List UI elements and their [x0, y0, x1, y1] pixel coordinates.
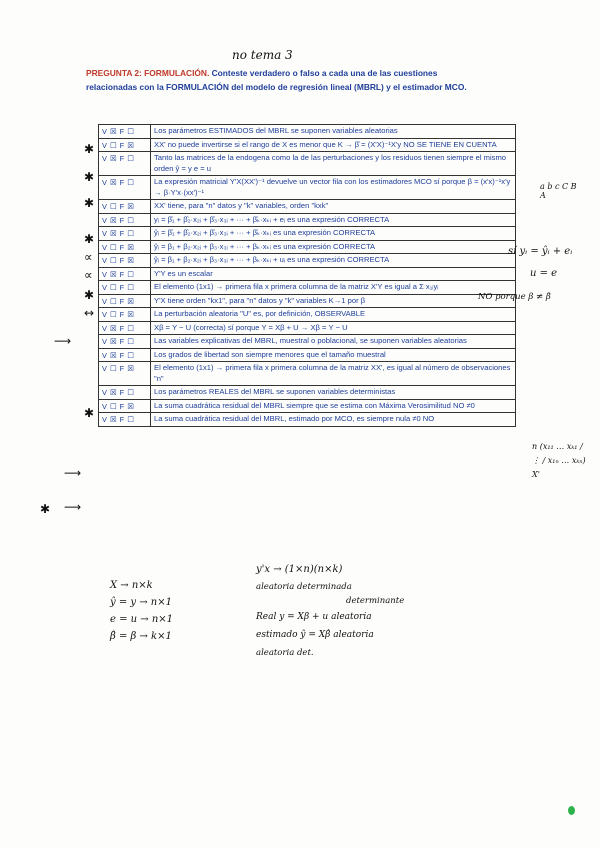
statement-text: ŷᵢ = β₁ + β₂·x₂ᵢ + β₃·x₃ᵢ + ··· + βₖ·xₖᵢ es una expresión CORRECTA [151, 240, 516, 254]
note-line: aleatoria det. [256, 648, 314, 658]
statement-row [99, 152, 516, 176]
statement-text: Las variables explicativas del MBRL, muestral o poblacional, se suponen variables aleatorias [151, 335, 516, 349]
star-mark: ✱ [84, 406, 95, 420]
statement-text: Los parámetros REALES del MBRL se suponen variables deterministas [151, 386, 516, 400]
true-false-checkboxes[interactable]: V ☐ F ☒ [99, 399, 151, 413]
margin-note: a b c C B A [540, 182, 577, 200]
statement-text: Y'X tiene orden "kx1", para "n" datos y "k" variables K→1 por β [151, 294, 516, 308]
statement-text: Xβ = Y − U (correcta) sí porque Y = Xβ + U → Xβ = Y − U [151, 321, 516, 335]
true-false-checkboxes[interactable]: V ☒ F ☐ [99, 176, 151, 200]
margin-note: sí yᵢ = ŷᵢ + eᵢ [508, 246, 573, 257]
star-mark: ✱ [84, 170, 95, 184]
true-false-checkboxes[interactable]: V ☐ F ☒ [99, 240, 151, 254]
statement-text: XX' tiene, para "n" datos y "k" variables, orden "kxk" [151, 200, 516, 214]
statement-row [99, 240, 516, 254]
statement-text: Los parámetros ESTIMADOS del MBRL se suponen variables aleatorias [151, 125, 516, 139]
below-table-note: y'x → (1×n)(n×k) [256, 564, 343, 575]
question-header [86, 66, 526, 94]
arrow-mark: ⟶ [64, 466, 82, 480]
instruction-line-1: Conteste verdadero o falso a cada una de las cuestiones [211, 68, 438, 78]
statement-row [99, 254, 516, 268]
left-notes [110, 580, 173, 642]
star-mark: ✱ [84, 142, 95, 156]
statement-row [99, 176, 516, 200]
true-false-checkboxes[interactable]: V ☒ F ☐ [99, 413, 151, 427]
true-false-checkboxes[interactable]: V ☐ F ☒ [99, 254, 151, 268]
note-line: β̂ = β → k×1 [110, 631, 172, 642]
true-false-checkboxes[interactable]: V ☒ F ☐ [99, 152, 151, 176]
star-mark: ∝ [84, 268, 93, 282]
statement-text: Tanto las matrices de la endogena como la de las perturbaciones y los residuos tienen siempre el mismo orden ŷ = y e = u [151, 152, 516, 176]
statement-row [99, 200, 516, 214]
statement-text: La suma cuadrática residual del MBRL, estimado por MCO, es siempre nula ≠0 NO [151, 413, 516, 427]
margin-note: n (x₁₁ … xₖ₁ / ⋮ / x₁ₙ … xₖₙ) X' [532, 442, 586, 479]
statement-text: La suma cuadrática residual del MBRL siempre que se estima con Máxima Verosimilitud NO ≠0 [151, 399, 516, 413]
arrow-mark: ⟶ [64, 500, 82, 514]
statement-text: El elemento (1x1) → primera fila x primera columna de la matriz XX', es igual al número de observaciones "n" [151, 362, 516, 386]
statement-row [99, 227, 516, 241]
statement-text: yᵢ = β̂₁ + β̂₂·x₂ᵢ + β̂₃·x₃ᵢ + ··· + β̂ₖ·xₖᵢ + eᵢ es una expresión CORRECTA [151, 213, 516, 227]
star-mark: ✱ [84, 232, 95, 246]
true-false-checkboxes[interactable]: V ☒ F ☐ [99, 213, 151, 227]
true-false-checkboxes[interactable]: V ☐ F ☒ [99, 200, 151, 214]
statement-row [99, 386, 516, 400]
statement-row [99, 281, 516, 295]
note-line: determinante [346, 596, 405, 606]
statement-row [99, 348, 516, 362]
right-notes [256, 582, 404, 658]
true-false-checkboxes[interactable]: V ☐ F ☒ [99, 308, 151, 322]
star-mark: ↔ [84, 306, 95, 320]
instruction-line-2: relacionadas con la FORMULACIÓN del modelo de regresión lineal (MBRL) y el estimador MCO. [86, 82, 467, 92]
true-false-checkboxes[interactable]: V ☐ F ☐ [99, 281, 151, 295]
question-label: PREGUNTA 2: FORMULACIÓN. [86, 68, 210, 78]
statement-text: La expresión matricial Y'X(XX')⁻¹ devuelve un vector fila con los estimadores MCO sí porque β = (x'x)⁻¹x'y → β·Y'x·(xx')⁻¹ [151, 176, 516, 200]
true-false-checkboxes[interactable]: V ☐ F ☒ [99, 138, 151, 152]
note-line: e = u → n×1 [110, 614, 174, 625]
statement-row [99, 362, 516, 386]
statement-text: XX' no puede invertirse si el rango de X es menor que K → β̂ = (X'X)⁻¹X'y NO SE TIENE EN CUENTA [151, 138, 516, 152]
note-line: estimado ŷ = Xβ̂ aleatoria [256, 630, 374, 640]
statement-row [99, 321, 516, 335]
true-false-checkboxes[interactable]: V ☒ F ☐ [99, 386, 151, 400]
statement-text: El elemento (1x1) → primera fila x primera columna de la matriz X'Y es igual a Σ x₁ᵢyᵢ [151, 281, 516, 295]
statement-row [99, 125, 516, 139]
note-line: aleatoria determinada [256, 582, 352, 592]
margin-note: NO porque β ≠ β̂ [478, 292, 551, 302]
statement-row [99, 399, 516, 413]
true-false-table [98, 124, 516, 427]
statement-row [99, 138, 516, 152]
statement-text: Y'Y es un escalar [151, 267, 516, 281]
star-mark: ✱ [40, 502, 51, 516]
margin-note: u = e [530, 268, 558, 279]
arrow-mark: ⟶ [54, 334, 72, 348]
statement-text: ŷᵢ = β₁ + β₂·x₂ᵢ + β₃·x₃ᵢ + ··· + βₖ·xₖᵢ + uᵢ es una expresión CORRECTA [151, 254, 516, 268]
true-false-checkboxes[interactable]: V ☒ F ☐ [99, 321, 151, 335]
star-mark: ∝ [84, 250, 93, 264]
handwritten-title: no tema 3 [232, 48, 293, 62]
statement-row [99, 308, 516, 322]
true-false-checkboxes[interactable]: V ☒ F ☐ [99, 227, 151, 241]
true-false-checkboxes[interactable]: V ☐ F ☒ [99, 362, 151, 386]
true-false-checkboxes[interactable]: V ☒ F ☐ [99, 125, 151, 139]
star-mark: ✱ [84, 196, 95, 210]
note-line: Real y = Xβ + u aleatoria [256, 612, 372, 622]
note-line: ŷ = y → n×1 [110, 597, 172, 608]
statement-text: La perturbación aleatoria "U" es, por definición, OBSERVABLE [151, 308, 516, 322]
statement-text: ŷᵢ = β̂₁ + β̂₂·x₂ᵢ + β̂₃·x₃ᵢ + ··· + β̂ₖ·xₖᵢ es una expresión CORRECTA [151, 227, 516, 241]
statement-text: Los grados de libertad son siempre menores que el tamaño muestral [151, 348, 516, 362]
statement-row [99, 213, 516, 227]
statement-row [99, 267, 516, 281]
green-dot [568, 806, 575, 815]
true-false-checkboxes[interactable]: V ☒ F ☐ [99, 267, 151, 281]
star-mark: ✱ [84, 288, 95, 302]
true-false-checkboxes[interactable]: V ☒ F ☐ [99, 348, 151, 362]
note-line: X → n×k [110, 580, 153, 591]
true-false-checkboxes[interactable]: V ☐ F ☒ [99, 294, 151, 308]
statement-row [99, 294, 516, 308]
statement-row [99, 413, 516, 427]
true-false-checkboxes[interactable]: V ☒ F ☐ [99, 335, 151, 349]
statement-row [99, 335, 516, 349]
